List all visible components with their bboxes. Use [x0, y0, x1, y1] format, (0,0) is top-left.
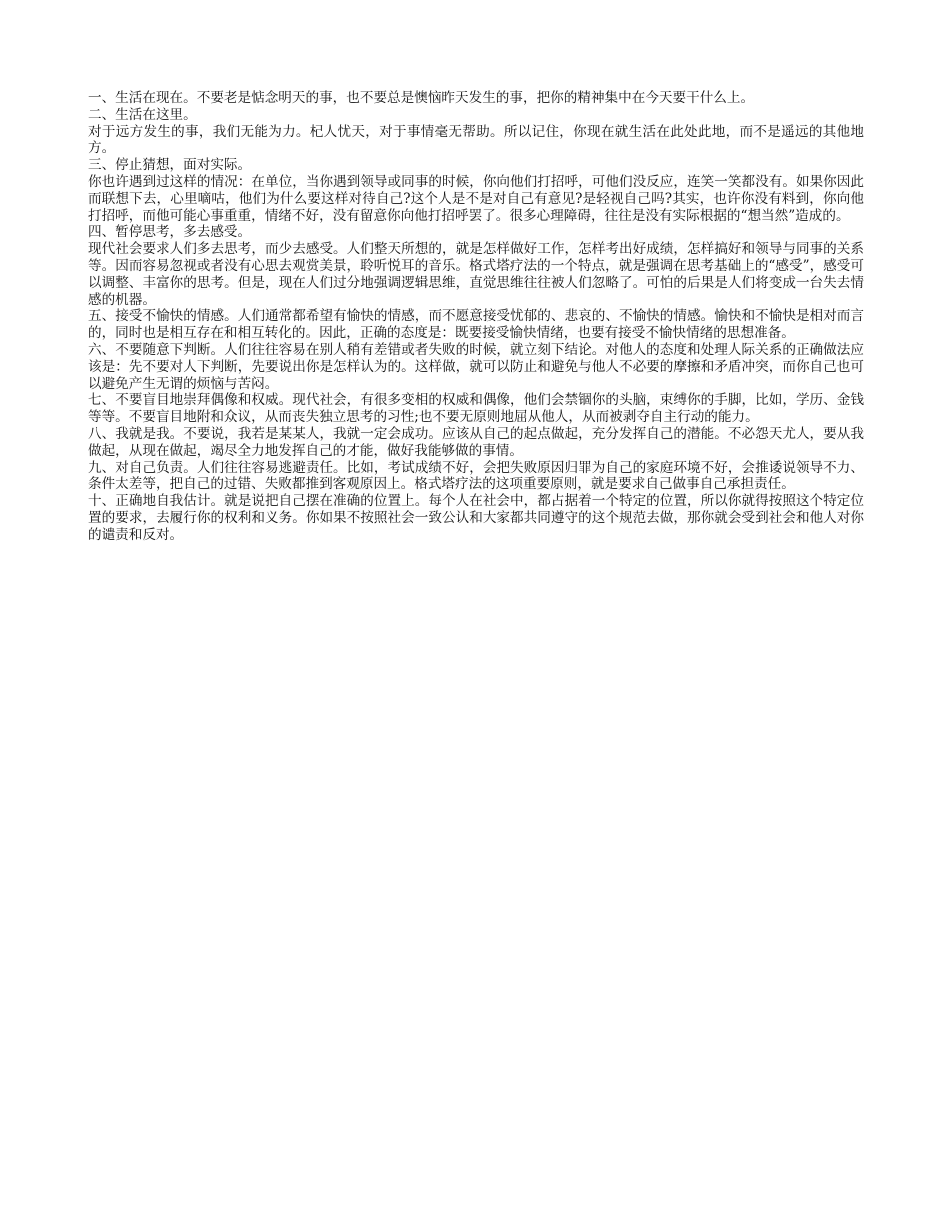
paragraph-6-heading-pause-thinking: 四、暂停思考，多去感受。	[88, 224, 252, 241]
paragraph-2-heading-live-here: 二、生活在这里。	[88, 106, 197, 123]
paragraph-10-no-blind-worship: 七、不要盲目地崇拜偶像和权威。现代社会，有很多变相的权威和偶像，他们会禁锢你的头脑，束缚你的手脚，比如，学历、金钱等等。不要盲目地附和众议，从而丧失独立思考的习性;也不要无原则地屈从他人，从而被剥夺自主行动的能力。	[88, 392, 864, 426]
paragraph-13-self-assessment: 十、正确地自我估计。就是说把自己摆在准确的位置上。每个人在社会中，都占据着一个特定的位置，所以你就得按照这个特定位置的要求，去履行你的权利和义务。你如果不按照社会一致公认和大家都共同遵守的这个规范去做，那你就会受到社会和他人对你的谴责和反对。	[88, 493, 864, 543]
paragraph-8-accept-unpleasant-feelings: 五、接受不愉快的情感。人们通常都希望有愉快的情感，而不愿意接受忧郁的、悲哀的、不愉快的情感。愉快和不愉快是相对而言的，同时也是相互存在和相互转化的。因此，正确的态度是：既要接受愉快情绪，也要有接受不愉快情绪的思想准备。	[88, 308, 864, 342]
paragraph-3-live-here-body: 对于远方发生的事，我们无能为力。杞人忧天，对于事情毫无帮助。所以记住，你现在就生活在此处此地，而不是遥远的其他地方。	[88, 123, 864, 157]
paragraph-4-heading-stop-guessing: 三、停止猜想，面对实际。	[88, 157, 252, 174]
document-body	[88, 90, 864, 544]
paragraph-1-heading-live-in-present: 一、生活在现在。不要老是惦念明天的事，也不要总是懊恼昨天发生的事，把你的精神集中在今天要干什么上。	[88, 90, 755, 106]
paragraph-12-be-responsible: 九、对自己负责。人们往往容易逃避责任。比如，考试成绩不好，会把失败原因归罪为自己的家庭环境不好，会推诿说领导不力、条件太差等，把自己的过错、失败都推到客观原因上。格式塔疗法的这项重要原则，就是要求自己做事自己承担责任。	[88, 459, 864, 493]
paragraph-7-pause-thinking-body: 现代社会要求人们多去思考，而少去感受。人们整天所想的，就是怎样做好工作，怎样考出好成绩，怎样搞好和领导与同事的关系等。因而容易忽视或者没有心思去观赏美景，聆听悦耳的音乐。格式塔疗法的一个特点，就是强调在思考基础上的“感受”，感受可以调整、丰富你的思考。但是，现在人们过分地强调逻辑思维，直觉思维往往被人们忽略了。可怕的后果是人们将变成一台失去情感的机器。	[88, 241, 864, 308]
paragraph-9-do-not-judge: 六、不要随意下判断。人们往往容易在别人稍有差错或者失败的时候，就立刻下结论。对他人的态度和处理人际关系的正确做法应该是：先不要对人下判断，先要说出你是怎样认为的。这样做，就可以防止和避免与他人不必要的摩擦和矛盾冲突，而你自己也可以避免产生无谓的烦恼与苦闷。	[88, 341, 864, 392]
paragraph-11-i-am-me: 八、我就是我。不要说，我若是某某人，我就一定会成功。应该从自己的起点做起，充分发挥自己的潜能。不必怨天尤人，要从我做起，从现在做起，竭尽全力地发挥自己的才能，做好我能够做的事情。	[88, 425, 864, 459]
paragraph-5-stop-guessing-body: 你也许遇到过这样的情况：在单位，当你遇到领导或同事的时候，你向他们打招呼，可他们没反应，连笑一笑都没有。如果你因此而联想下去，心里嘀咕，他们为什么要这样对待自己?这个人是不是对自己有意见?是轻视自己吗?其实，也许你没有料到，你向他打招呼，而他可能心事重重，情绪不好，没有留意你向他打招呼罢了。很多心理障碍，往往是没有实际根据的“想当然”造成的。	[88, 173, 864, 224]
